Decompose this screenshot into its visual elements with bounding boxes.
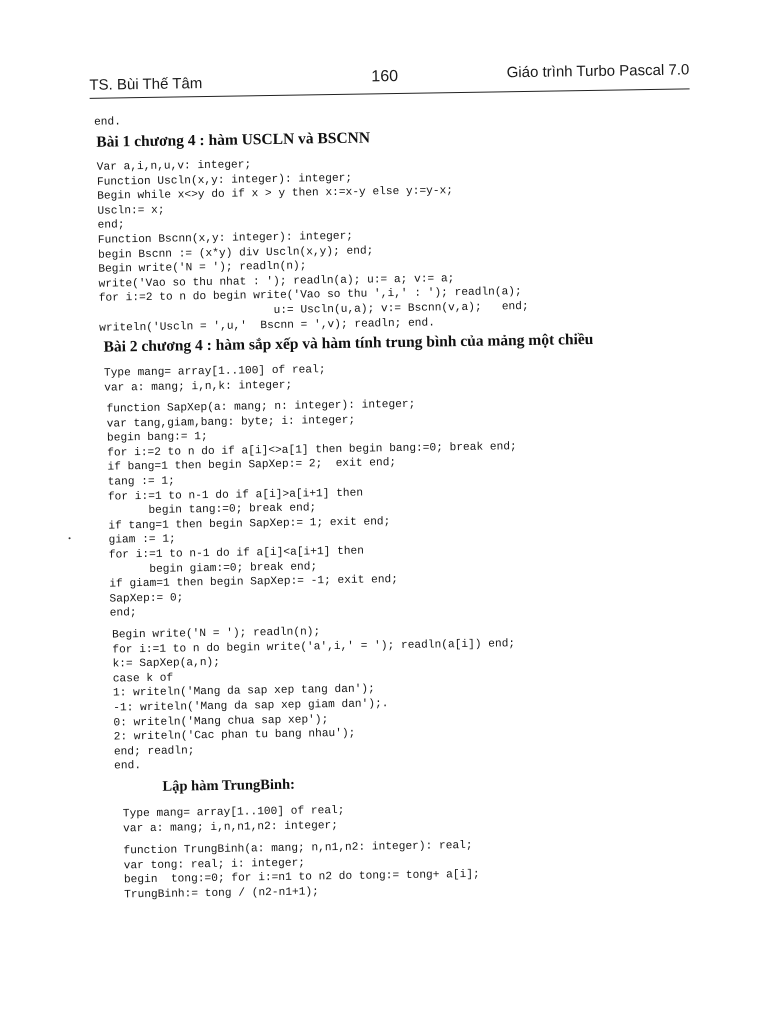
- section2-code-function: function SapXep(a: mang; n: integer): integer; var tang,giam,bang: byte; i: integer; begin bang:= 1; for i:=2 to n do if a[i]<>a[1] then begin bang:=0; break end; if bang=1 then begin SapXep:= 2; exit end; tang := 1; for i:=1 to n-1 do if a[i]>a[i+1] then begin tang:=0; break end; if tang=1 then begin SapXep:= 1; exit end; giam := 1; for i:=1 to n-1 do if a[i]<a[i+1] then begin giam:=0; break end; if giam=1 then begin SapXep:= -1; exit end; SapXep:= 0; end;: [106, 398, 517, 620]
- section2-code-main: Begin write('N = '); readln(n); for i:=1 to n do begin write('a',i,' = '); readln(a[i]) end; k:= SapXep(a,n); case k of 1: writeln('Mang da sap xep tang dan'); -1: writeln('Mang da sap xep giam dan');. 0: writeln('Mang chua sap xep'); 2: writeln('Cac phan tu bang nhau'); end; readln; end.: [111, 626, 516, 773]
- section1-code: Var a,i,n,u,v: integer; Function Uscln(x,y: integer): integer; Begin while x<>y do if x > y then x:=x-y else y:=y-x; Uscln:= x; end; Function Bscnn(x,y: integer): integer; begin Bscnn := (x*y) div Uscln(x,y); end; Begin write('N = '); readln(n); write('Vao so thu nhat : '); readln(a); u:= a; v:= a; for i:=2 to n do begin write('Vao so thu ',i,' : '); readln(a); u:= Uscln(u,a); v:= Bscnn(v,a); end; writeln('Uscln = ',u,' Bscnn = ',v); readln; end.: [96, 159, 529, 335]
- section2-title: Bài 2 chương 4 : hàm sắp xếp và hàm tính trung bình của mảng một chiều: [103, 330, 594, 356]
- header-page-number: 160: [371, 67, 399, 86]
- speck-mark: [69, 537, 71, 539]
- header-book-title: Giáo trình Turbo Pascal 7.0: [506, 61, 690, 82]
- section3-code-function: function TrungBinh(a: mang; n,n1,n2: integer): real; var tong: real; i: integer; begin tong:=0; for i:=n1 to n2 do tong:= tong+ a[i]; TrungBinh:= tong / (n2-n1+1);: [123, 839, 480, 902]
- header-author: TS. Bùi Thế Tâm: [89, 75, 203, 94]
- page-header: [89, 61, 689, 100]
- section1-title: Bài 1 chương 4 : hàm USCLN và BSCNN: [96, 129, 371, 151]
- intro-code: end.: [93, 116, 121, 129]
- section2-code-types: Type mang= array[1..100] of real; var a: mang; i,n,k: integer;: [103, 364, 326, 395]
- section3-code-types: Type mang= array[1..100] of real; var a: mang; i,n,n1,n2: integer;: [122, 804, 345, 835]
- section3-title: Lập hàm TrungBinh:: [162, 776, 296, 795]
